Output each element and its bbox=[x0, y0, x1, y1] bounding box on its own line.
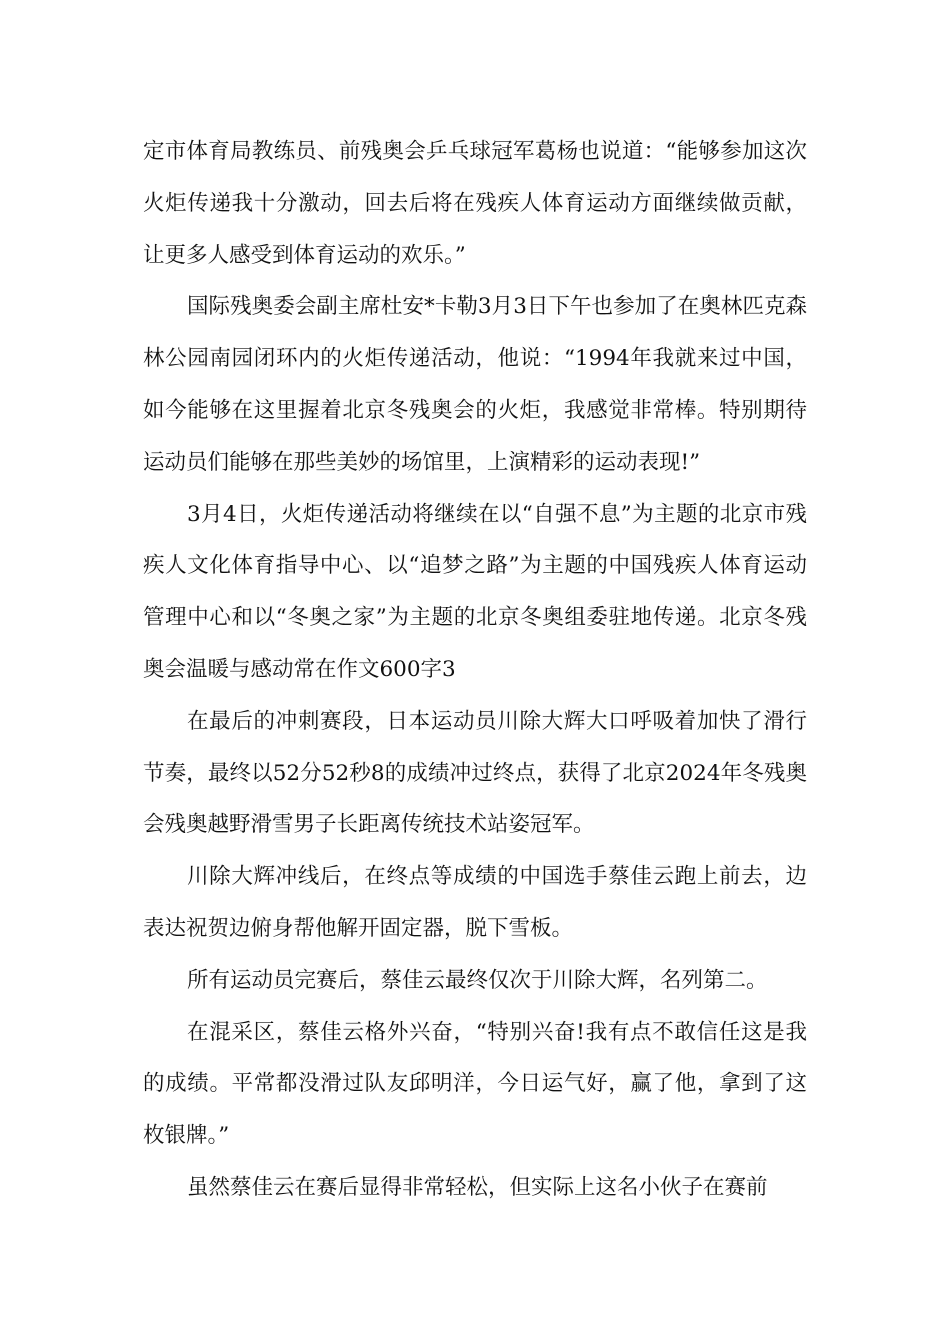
paragraph-7: 在混采区，蔡佳云格外兴奋，“特别兴奋!我有点不敢信任这是我的成绩。平常都没滑过队友邱明洋，今日运气好，赢了他，拿到了这枚银牌。” bbox=[143, 1019, 807, 1149]
paragraph-2: 国际残奥委会副主席杜安*卡勒3月3日下午也参加了在奥林匹克森林公园南园闭环内的火炬传递活动，他说：“1994年我就来过中国，如今能够在这里握着北京冬残奥会的火炬，我感觉非常棒。特别期待运动员们能够在那些美妙的场馆里，上演精彩的运动表现!” bbox=[143, 294, 807, 475]
paragraph-5: 川除大辉冲线后，在终点等成绩的中国选手蔡佳云跑上前去，边表达祝贺边俯身帮他解开固定器，脱下雪板。 bbox=[143, 864, 807, 941]
paragraph-1: 定市体育局教练员、前残奥会乒乓球冠军葛杨也说道：“能够参加这次火炬传递我十分激动，回去后将在残疾人体育运动方面继续做贡献，让更多人感受到体育运动的欢乐。” bbox=[143, 139, 807, 268]
body-text bbox=[143, 126, 807, 1214]
paragraph-3: 3月4日，火炬传递活动将继续在以“自强不息”为主题的北京市残疾人文化体育指导中心、以“追梦之路”为主题的中国残疾人体育运动管理中心和以“冬奥之家”为主题的北京冬奥组委驻地传递。北京冬残奥会温暖与感动常在作文600字3 bbox=[143, 501, 807, 682]
paragraph-6: 所有运动员完赛后，蔡佳云最终仅次于川除大辉，名列第二。 bbox=[187, 967, 768, 993]
paragraph-8: 虽然蔡佳云在赛后显得非常轻松，但实际上这名小伙子在赛前 bbox=[187, 1174, 768, 1200]
paragraph-4: 在最后的冲刺赛段，日本运动员川除大辉大口呼吸着加快了滑行节奏，最终以52分52秒8的成绩冲过终点，获得了北京2024年冬残奥会残奥越野滑雪男子长距离传统技术站姿冠军。 bbox=[143, 708, 807, 838]
